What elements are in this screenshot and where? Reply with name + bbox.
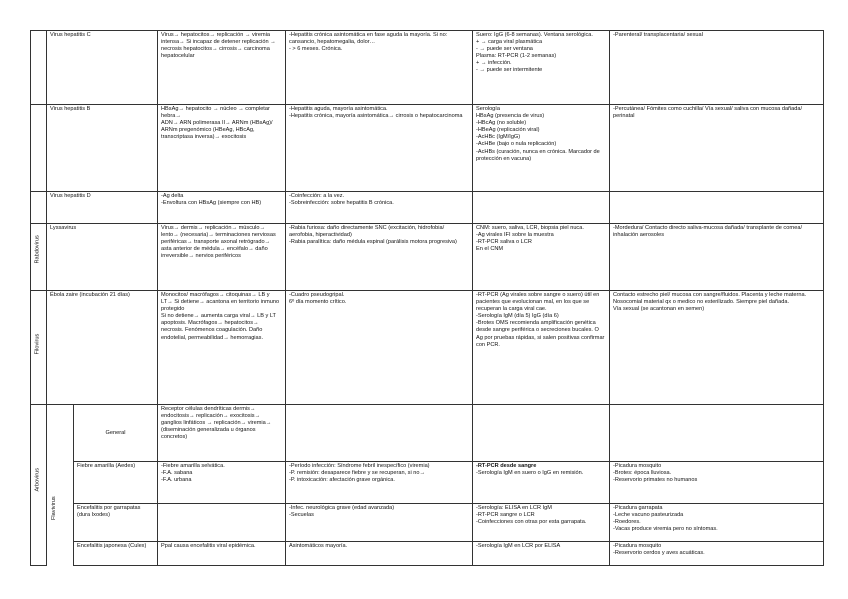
cell-line: -Leche vacuno pasteurizada [613, 512, 684, 519]
cell-line: -Brotes: época lluviosa. [613, 470, 672, 477]
cell-line: Virus→ dermis→ replicación→ músculo→ lento→ (necesaria)→ terminaciones nerviosas periféricas→ transporte axonal retrógrado→ asta anterior de médula→ encéfalo→ daño irreversible→ nervios periféricos [161, 225, 276, 260]
family-cell [31, 31, 47, 105]
table-row [31, 542, 824, 566]
cell-line: Receptor células dendríticas dermis→ endocitosis→ replicación→ exocitosis→ ganglios linfáticos → replicación→ viremia→ (diseminación generalizada u órganos concretos) [161, 406, 272, 441]
table-row [31, 405, 824, 462]
cell-line: -P. intoxicación: afectación grave orgánica. [289, 477, 395, 484]
cell-line: Plasma: RT-PCR (1-2 semanas) [476, 53, 557, 60]
table-row [31, 192, 824, 224]
virus-name-cell: Virus hepatitis D [47, 192, 158, 224]
diagnosis-cell [473, 192, 610, 224]
cell-line: Asintomáticos mayoría. [289, 543, 348, 549]
cell-line: -Serología IgM en suero o IgG en remisión. [476, 470, 584, 477]
cell-line: -Mordedura/ Contacto directo saliva-mucosa dañada/ transplante de cornea/ inhalación aerosoles [613, 225, 803, 239]
diagnosis-cell [473, 105, 610, 192]
transmission-cell [610, 105, 824, 192]
cell-line: -Sobreinfección: sobre hepatitis B crónica. [289, 200, 394, 207]
cell-line: - > 6 meses. Crónica. [289, 46, 343, 53]
cell-line: HBsAg→ hepatocito → núcleo → completar hebra→ [161, 106, 270, 120]
pathogenesis-cell [158, 542, 286, 566]
table-row [31, 291, 824, 405]
virus-name-cell: Fiebre amarilla (Aedes) [74, 462, 158, 504]
cell-line: -Picadura mosquito [613, 463, 662, 469]
table-row [31, 462, 824, 504]
transmission-cell [610, 224, 824, 291]
cell-line: -Parenteral/ transplacentaria/ sexual [613, 32, 703, 38]
cell-line: ADN→ ARN polimerasa II→ ARNm (HBsAg)/ ARNm pregenómico (HBeAg, HBcAg, transcriptasa inversa)→ exocitosis [161, 120, 273, 141]
clinical-cell [286, 405, 473, 462]
cell-line: -Período infección: Síndrome febril inespecífico (viremia) [289, 463, 430, 469]
diagnosis-cell [473, 542, 610, 566]
cell-line: Si no detiene→ aumenta carga viral→ LB y LT apoptosis. Macrófagos→ hepatocitos→ necrosis. Fenómenos coagulación. Daño endotelial, permeabilidad→ hemorragias. [161, 313, 276, 341]
cell-line: Serología [476, 106, 500, 112]
virus-table [30, 30, 824, 566]
cell-line: -Envoltura con HBsAg (siempre con HB) [161, 200, 262, 207]
virus-name-cell: Ébola zaire (incubación 21 días) [47, 291, 158, 405]
cell-line: -Secuelas [289, 512, 314, 519]
cell-line: -P. remisión: desaparece fiebre y se recuperan, si no→ [289, 470, 426, 477]
pathogenesis-cell [158, 462, 286, 504]
cell-line: Virus→ hepatocitos→ replicación → viremia intensa→ Si incapaz de detener replicación → necrosis hepatocitos→ cirrosis→ carcinoma hepatocelular [161, 32, 276, 60]
cell-line: - → puede ser intermitente [476, 67, 543, 74]
clinical-cell [286, 462, 473, 504]
family-label: Rabdovirus [34, 235, 41, 264]
pathogenesis-cell [158, 405, 286, 462]
table-row [31, 31, 824, 105]
family-cell [31, 105, 47, 192]
virus-name-cell: Virus hepatitis B [47, 105, 158, 192]
cell-line: CNM: suero, saliva, LCR, biopsia piel nuca. [476, 225, 584, 231]
cell-line: -Picadura garrapata [613, 505, 663, 511]
cell-line: Vía sexual (se acantonan en semen) [613, 306, 705, 313]
family-cell [31, 405, 47, 566]
genus-label-box [46, 461, 60, 565]
transmission-cell [610, 31, 824, 105]
cell-line: -Vacas produce viremia pero no síntomas. [613, 526, 718, 533]
table-row [31, 105, 824, 192]
cell-line: -Reservorio cerdos y aves acuáticas. [613, 550, 705, 557]
genus-label: Flavivirus [50, 496, 57, 520]
transmission-cell [610, 462, 824, 504]
family-cell [31, 224, 47, 291]
cell-line: -Serología IgM (día 5) IgG (día 6) [476, 313, 559, 320]
pathogenesis-cell [158, 192, 286, 224]
transmission-cell [610, 504, 824, 542]
cell-line: -AcHBe (bajo o nula replicación) [476, 141, 557, 148]
cell-line: -Infec. neurológica grave (edad avanzada) [289, 505, 395, 511]
cell-line: -Ag virales IFI sobre la muestra [476, 232, 554, 239]
cell-line: -Coinfección: a la vez. [289, 193, 345, 199]
cell-line: -Brotes OMS recomienda amplificación genética desde sangre periférica o secreciones bucales. O Ag por pruebas rápidas, si salen positivas confirmar con PCR. [476, 320, 605, 348]
cell-line: Contacto estrecho piel/ mucosa con sangre/fluidos. Placenta y leche materna. Nosocomial material qx o medico no esterilizado. Siempre piel dañada. [613, 292, 807, 306]
pathogenesis-cell [158, 31, 286, 105]
cell-line: -Picadura mosquito [613, 543, 662, 549]
family-label: Arbovirus [34, 468, 41, 492]
diagnosis-cell [473, 31, 610, 105]
diagnosis-cell [473, 224, 610, 291]
cell-line: -RT-PCR sangre o LCR [476, 512, 535, 519]
cell-line: -Serología: ELISA en LCR IgM [476, 505, 552, 511]
cell-line: HBsAg (presencia de virus) [476, 113, 545, 120]
cell-line: -Rabia paralítica: daño médula espinal (parálisis motora progresiva) [289, 239, 457, 246]
family-label: Filovirus [34, 333, 41, 355]
cell-line: - → puede ser ventana [476, 46, 533, 53]
clinical-cell [286, 224, 473, 291]
cell-line: -Reservorio primates no humanos [613, 477, 698, 484]
diagnosis-cell [473, 462, 610, 504]
table-row [31, 224, 824, 291]
family-cell [31, 291, 47, 405]
cell-line: -Percutánea/ Fómites como cuchilla/ Vía sexual/ saliva con mucosa dañada/ perinatal [613, 106, 803, 120]
cell-line: Ppal causa encefalitis viral epidémica. [161, 543, 256, 549]
transmission-cell [610, 542, 824, 566]
cell-line: + → carga viral plasmática [476, 39, 543, 46]
cell-line: 6º día momento crítico. [289, 299, 347, 306]
transmission-cell [610, 192, 824, 224]
cell-line: -Ag delta [161, 193, 184, 199]
cell-line: -Rabia furiosa: daño directamente SNC (excitación, hidrofobia/ aerofobia, hiperactividad) [289, 225, 445, 239]
cell-line: -RT-PCR (Ag virales sobre sangre o suero) útil en pacientes que evolucionan mal, en los que se recuperan la carga viral cae. [476, 292, 600, 313]
cell-line: + → infección. [476, 60, 512, 67]
virus-name-cell: Virus hepatitis C [47, 31, 158, 105]
diagnosis-cell [473, 405, 610, 462]
cell-line: -F.A. urbana [161, 477, 192, 484]
cell-line: Suero: IgG (6-8 semanas). Ventana serológica. [476, 32, 593, 38]
diagnosis-cell [473, 504, 610, 542]
clinical-cell [286, 542, 473, 566]
transmission-cell [610, 405, 824, 462]
transmission-cell [610, 291, 824, 405]
pathogenesis-cell [158, 504, 286, 542]
table-row [31, 504, 824, 542]
cell-line: -AcHBc (IgM/IgG) [476, 134, 521, 141]
cell-line: -Cuadro pseudogripal. [289, 292, 345, 298]
diagnosis-cell [473, 291, 610, 405]
pathogenesis-cell [158, 224, 286, 291]
cell-line: Monocitos/ macrófagos→ citoquinas→ LB y LT→ Si detiene→ acantona en territorio inmuno protegido [161, 292, 280, 313]
pathogenesis-cell [158, 105, 286, 192]
pathogenesis-cell [158, 291, 286, 405]
cell-line: -HBcAg (no soluble) [476, 120, 527, 127]
virus-name-cell: Lyssavirus [47, 224, 158, 291]
cell-line: -Roedores. [613, 519, 641, 526]
document-page [30, 30, 824, 566]
cell-line: -F.A. sabana [161, 470, 193, 477]
clinical-cell [286, 291, 473, 405]
cell-line: -Coinfecciones con otras por esta garrapata. [476, 519, 587, 526]
cell-line: -RT-PCR saliva o LCR [476, 239, 532, 246]
cell-line: -Serología IgM en LCR por ELISA [476, 543, 561, 549]
cell-line: -AcHBs (curación, nunca en crónica. Marcador de protección en vacuna) [476, 148, 600, 162]
clinical-cell [286, 105, 473, 192]
family-cell [31, 192, 47, 224]
cell-line: -RT-PCR desde sangre [476, 463, 537, 469]
cell-line: -Fiebre amarilla selvática. [161, 463, 225, 469]
virus-name-cell: Encefalitis por garrapatas (dura Ixodes) [74, 504, 158, 542]
cell-line: -HBeAg (replicación viral) [476, 127, 540, 134]
cell-line: -Hepatitis crónica, mayoría asintomática→ cirrosis o hepatocarcinoma [289, 113, 463, 120]
clinical-cell [286, 504, 473, 542]
clinical-cell [286, 192, 473, 224]
virus-name-cell: General [74, 405, 158, 462]
cell-line: -Hepatitis crónica asintomática en fase aguda la mayoría. Si no: cansancio, hepatomegalia, dolor… [289, 32, 448, 46]
clinical-cell [286, 31, 473, 105]
cell-line: En el CNM [476, 246, 504, 253]
virus-name-cell: Encefalitis japonesa (Culex) [74, 542, 158, 566]
cell-line: -Hepatitis aguda, mayoría asintomática. [289, 106, 388, 112]
